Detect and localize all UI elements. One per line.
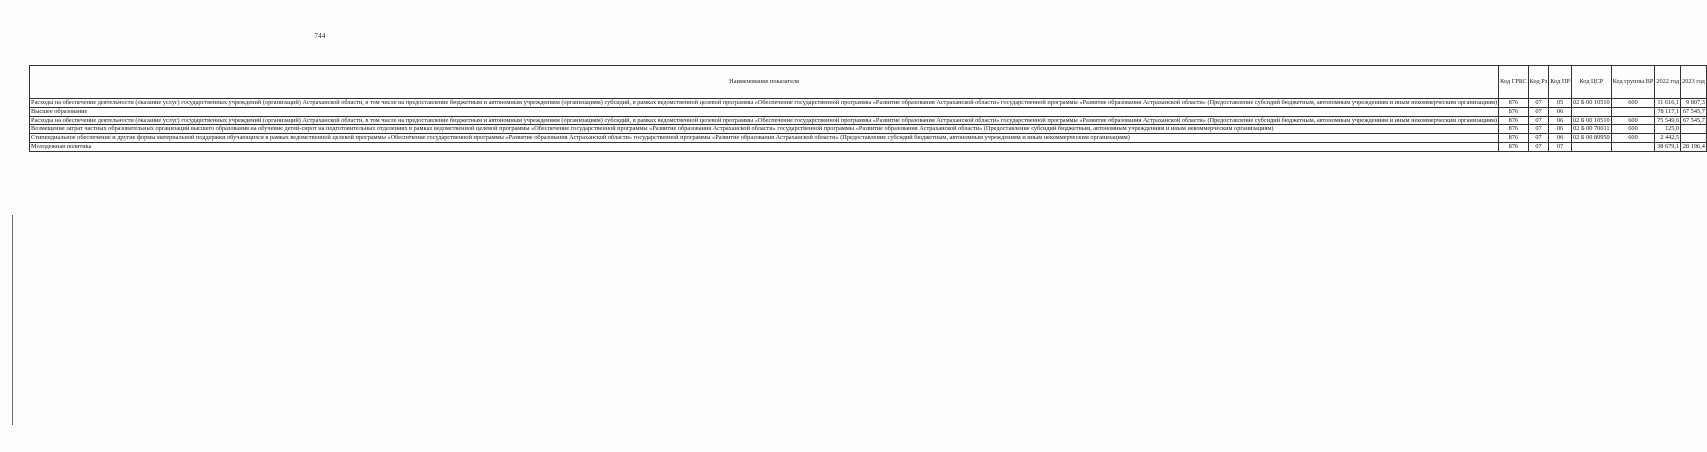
row-grbs: 876 [1499, 107, 1529, 116]
row-grbs: 876 [1499, 142, 1529, 151]
row-grbs: 876 [1499, 116, 1529, 125]
row-grbs: 876 [1499, 134, 1529, 143]
row-2022: 125,0 [1655, 125, 1681, 134]
row-pr: 06 [1549, 107, 1572, 116]
row-csr [1571, 142, 1611, 151]
row-name: Стипендиальное обеспечение и другие формы материальной поддержки обучающихся в рамках ведомственной целевой программы «Обеспечение государственной программы «Развитие образования Астраханской области» государственной программы «Развитие образования Астраханской области» (Предоставление субсидий бюджетным, автономным учреждениям и иным некоммерческим организациям) [30, 134, 1499, 143]
header-vr: Код группы ВР [1611, 66, 1655, 99]
row-pr: 07 [1549, 142, 1572, 151]
header-csr: Код ЦСР [1571, 66, 1611, 99]
row-name: Молодежная политика [30, 142, 1499, 151]
table-row [30, 134, 1707, 143]
row-2022: 38 679,1 [1655, 142, 1681, 151]
row-2023: 67 545,7 [1681, 107, 1707, 116]
row-name: Возмещение затрат частных образовательных организаций высшего образования на обучение детей-сирот на подготовительных отделениях в рамках ведомственной целевой программы «Обеспечение государственной программы «Развитие образования Астраханской области» государственной программы «Развитие образования Астраханской области» (Предоставление субсидий бюджетным, автономным учреждениям и иным некоммерческим организациям) [30, 125, 1499, 134]
row-vr: 600 [1611, 116, 1655, 125]
header-pr: Код ПР [1549, 66, 1572, 99]
row-name: Высшее образование [30, 107, 1499, 116]
row-rz: 07 [1528, 142, 1549, 151]
row-name: Расходы на обеспечение деятельности (оказание услуг) государственных учреждений (организаций) Астраханской области, в том числе на предоставление бюджетным и автономным учреждениям (организациям) субсидий, в рамках ведомственной целевой программы «Обеспечение государственной программы «Развитие образования Астраханской области» государственной программы «Развитие образования Астраханской области» (Предоставление субсидий бюджетным, автономным учреждениям и иным некоммерческим организациям) [31, 99, 1498, 106]
header-grbs: Код ГРБС [1499, 66, 1529, 99]
row-2023: 9 807,3 [1681, 99, 1707, 108]
table-row [30, 99, 1707, 108]
row-vr [1611, 142, 1655, 151]
table-row [30, 116, 1707, 125]
row-pr: 06 [1549, 125, 1572, 134]
row-vr [1611, 107, 1655, 116]
row-2022: 2 442,5 [1655, 134, 1681, 143]
row-vr: 600 [1611, 99, 1655, 108]
scan-margin-line [12, 215, 13, 425]
row-csr: 02 Б 00 10510 [1572, 116, 1610, 124]
table-row [30, 107, 1707, 116]
row-2023 [1681, 134, 1707, 143]
row-2023: 67 545,7 [1681, 116, 1707, 125]
row-rz: 07 [1528, 107, 1549, 116]
page-number: 744 [314, 32, 326, 40]
budget-table [29, 65, 1707, 152]
row-rz: 07 [1528, 134, 1549, 143]
row-grbs: 876 [1499, 125, 1529, 134]
row-rz: 07 [1528, 125, 1549, 134]
header-rz: Код Рз [1528, 66, 1549, 99]
row-vr: 600 [1611, 125, 1655, 134]
table-header-row [30, 66, 1707, 99]
row-2022: 11 616,1 [1655, 99, 1681, 108]
row-vr: 600 [1611, 134, 1655, 143]
table-row [30, 142, 1707, 151]
row-rz: 07 [1528, 116, 1549, 125]
header-2022: 2022 год [1655, 66, 1681, 99]
row-grbs: 876 [1499, 99, 1529, 108]
row-name: Расходы на обеспечение деятельности (оказание услуг) государственных учреждений (организаций) Астраханской области, в том числе на предоставление бюджетным и автономным учреждениям (организациям) субсидий, в рамках ведомственной целевой программы «Обеспечение государственной программы «Развитие образования Астраханской области» государственной программы «Развитие образования Астраханской области» (Предоставление субсидий бюджетным, автономным учреждениям и иным некоммерческим организациям) [31, 116, 1498, 124]
row-pr: 06 [1549, 116, 1572, 125]
row-2022: 78 117,1 [1655, 107, 1681, 116]
row-csr [1571, 107, 1611, 116]
row-csr: 02 Б 00 80950 [1572, 134, 1610, 142]
row-2023: 28 196,4 [1681, 142, 1707, 151]
row-2023 [1681, 125, 1707, 134]
header-name: Наименование показателя [30, 66, 1499, 99]
row-csr: 02 Б 00 10510 [1572, 99, 1610, 106]
row-rz: 07 [1528, 99, 1549, 108]
row-pr: 05 [1549, 99, 1572, 108]
table-row [30, 125, 1707, 134]
row-pr: 06 [1549, 134, 1572, 143]
row-csr: 02 Б 00 70011 [1573, 125, 1610, 133]
header-2023: 2023 год [1681, 66, 1707, 99]
row-2022: 75 549,6 [1655, 116, 1681, 125]
